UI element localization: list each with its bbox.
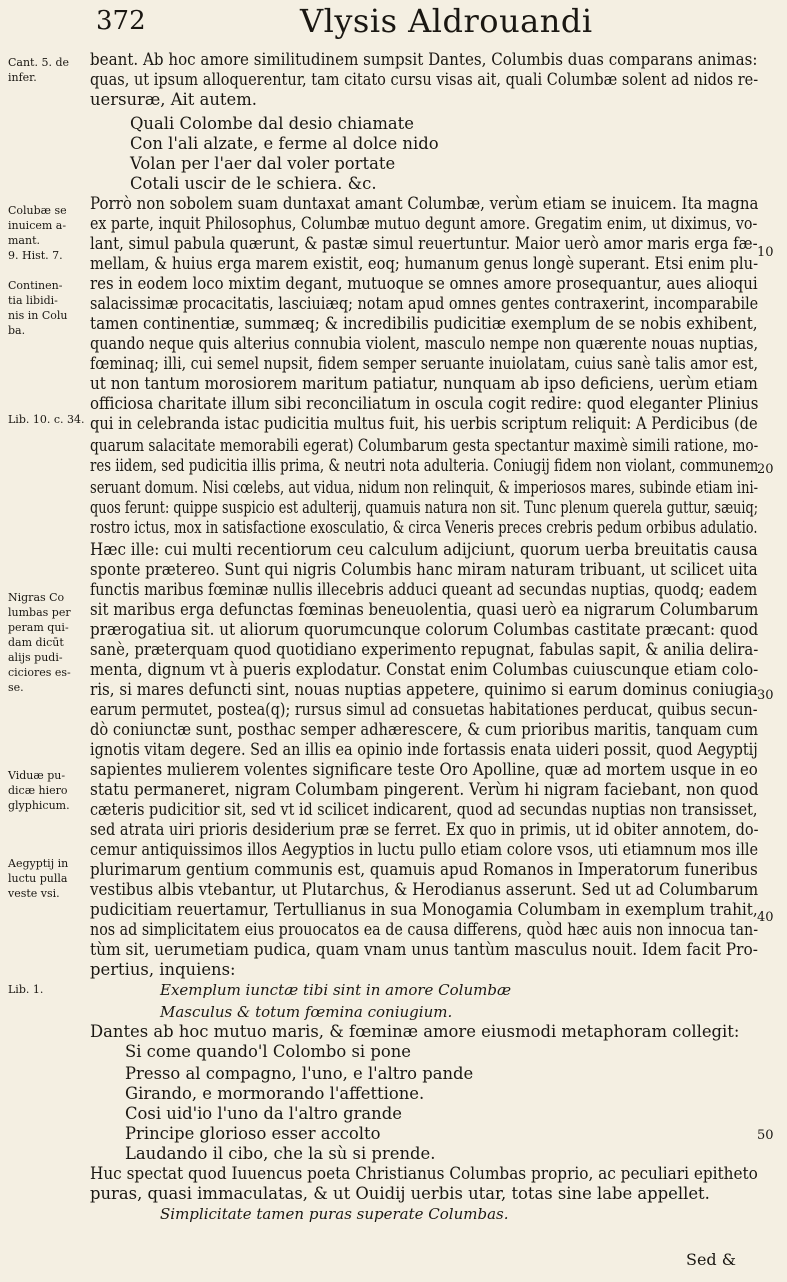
margin-note [8, 55, 86, 85]
text-line: seruant domum. Nisi cœlebs, aut vidua, nidum non relinquit, & imperiosos mares, subinde etiam ini- [90, 478, 759, 497]
margin-note-line: alijs pudi- [8, 651, 63, 664]
running-head: Vlysis Aldrouandi [300, 2, 593, 40]
margin-note [8, 590, 86, 695]
text-line: sed atrata uiri prioris desiderium præ se ferret. Ex quo in primis, ut id obiter annotem, do- [90, 820, 759, 839]
margin-note-line: Aegyptij in [8, 857, 69, 870]
text-line: plurimarum gentium communis est, quamuis apud Romanos in Imperatorum funeribus [90, 860, 758, 879]
text-line: Con l'ali alzate, e ferme al dolce nido [130, 134, 439, 153]
text-line: beant. Ab hoc amore similitudinem sumpsit Dantes, Columbis duas comparans animas: [90, 50, 758, 69]
text-line: cæteris pudicitior sit, sed vt id scilicet indicarent, quod ad secundas nuptias non transisset, [90, 800, 758, 819]
text-line: mellam, & huius erga marem existit, eoq; humanum genus longè superant. Etsi enim plu- [90, 254, 759, 273]
margin-note-line: veste vsi. [8, 887, 60, 900]
line-number: 50 [757, 1128, 774, 1143]
text-line: Exemplum iunctæ tibi sint in amore Columbæ [160, 981, 512, 999]
text-line: pertius, inquiens: [90, 960, 236, 979]
text-line: fœminaq; illi, cui semel nupsit, fidem semper seruante inuiolatam, cuius sanè talis amor est, [90, 354, 758, 373]
text-line: qui in celebranda istac pudicitia multus fuit, his uerbis scriptum reliquit: A Perdicibus (de [90, 414, 758, 433]
text-line: menta, dignum vt à pueris explodatur. Constat enim Columbas cuiuscunque etiam colo- [90, 660, 759, 679]
text-line: quos ferunt: quippe suspicio est adulterij, quamuis natura non sit. Tunc plenum querela guttur, sæuiq; [90, 498, 759, 517]
text-line: Dantes ab hoc mutuo maris, & fœminæ amore eiusmodi metaphoram collegit: [90, 1022, 740, 1041]
text-line: earum permutet, postea(q); rursus simul ad consuetas habitationes perducat, quibus secun- [90, 700, 758, 719]
text-line: Quali Colombe dal desio chiamate [130, 114, 414, 133]
margin-note-line: dicæ hiero [8, 784, 68, 797]
text-line: Volan per l'aer dal voler portate [130, 154, 396, 173]
margin-note-line: lumbas per [8, 606, 71, 619]
text-line: Cosi uid'io l'uno da l'altro grande [125, 1104, 402, 1123]
margin-note [8, 768, 86, 813]
text-line: Cotali uscir de le schiera. &c. [130, 174, 377, 193]
page-number: 372 [96, 6, 146, 36]
text-line: ex parte, inquit Philosophus, Columbæ mutuo degunt amore. Gregatim enim, ut diximus, vo- [90, 214, 758, 233]
text-line: ut non tantum morosiorem maritum patiatur, nunquam ab ipso deficiens, uerùm etiam [90, 374, 758, 393]
text-line: Hæc ille: cui multi recentiorum ceu calculum adijciunt, quorum uerba breuitatis causa [90, 540, 758, 559]
text-line: vestibus albis vtebantur, ut Plutarchus, & Herodianus asserunt. Sed ut ad Columbarum [90, 880, 759, 899]
margin-note-line: tia libidi- [8, 294, 58, 307]
margin-note-line: Nigras Co [8, 591, 65, 604]
text-line: prærogatiua sit. ut aliorum quorumcunque colorum Columbas castitate præcant: quod [90, 620, 759, 639]
text-line: Presso al compagno, l'uno, e l'altro pande [125, 1064, 474, 1083]
text-line: res iidem, sed pudicitia illis prima, & neutri nota adulteria. Coniugij fidem non violant, communem [90, 456, 759, 475]
margin-note-line: luctu pulla [8, 872, 68, 885]
text-line: dò coniunctæ sunt, posthac semper adhærescere, & cum prioribus maritis, tanquam cum [90, 720, 759, 739]
text-line: sit maribus erga defunctas fœminas beneuolentia, quasi uerò ea nigrarum Columbarum [90, 600, 759, 619]
line-number: 40 [757, 910, 774, 925]
text-line: Girando, e mormorando l'affettione. [125, 1084, 425, 1103]
margin-note-line: Lib. 10. c. 34. [8, 413, 85, 426]
text-line: pudicitiam reuertamur, Tertullianus in sua Monogamia Columbam in exemplum trahit, [90, 900, 758, 919]
margin-note-line: Continen- [8, 279, 63, 292]
text-line: quando neque quis alterius connubia violent, masculo nempe non quærente nouas nuptias, [90, 334, 759, 353]
text-line: tamen continentiæ, summæq; & incredibilis pudicitiæ exemplum de se nobis exhibent, [90, 314, 758, 333]
margin-note-line: nis in Colu [8, 309, 68, 322]
margin-note-line: se. [8, 681, 24, 694]
margin-note-line: Cant. 5. de [8, 56, 70, 69]
margin-note-line: ciciores es- [8, 666, 71, 679]
text-line: cemur antiquissimos illos Aegyptios in luctu pullo etiam colore vsos, uti etiamnum mos ille [90, 840, 759, 859]
text-line: Simplicitate tamen puras superate Columbas. [160, 1205, 509, 1223]
text-line: sanè, præterquam quod quotidiano experimento repugnat, fabulas sapit, & anilia delira- [90, 640, 759, 659]
margin-note-line: Viduæ pu- [8, 769, 66, 782]
text-line: salacissimæ procacitatis, lasciuiæq; notam apud omnes gentes contraxerint, incomparabile [90, 294, 759, 313]
margin-note-line: ba. [8, 324, 26, 337]
margin-note-line: dam dicūt [8, 636, 64, 649]
text-line: sapientes mulierem volentes significare teste Oro Apolline, quæ ad mortem usque in eo [90, 760, 758, 779]
line-number: 30 [757, 688, 774, 703]
margin-note [8, 412, 86, 427]
text-line: Porrò non sobolem suam duntaxat amant Columbæ, verùm etiam se inuicem. Ita magna [90, 194, 759, 213]
text-line: sponte prætereo. Sunt qui nigris Columbis hanc miram naturam tribuant, ut scilicet uita [90, 560, 758, 579]
text-line: nos ad simplicitatem eius prouocatos ea de causa differens, quòd hæc auis non innocua tan- [90, 920, 759, 939]
text-line: tùm sit, uerumetiam pudica, quam vnam unus tantùm masculus nouit. Idem facit Pro- [90, 940, 758, 959]
text-line: ignotis vitam degere. Sed an illis ea opinio inde fortassis enata uideri possit, quod Aegyptij [90, 740, 758, 759]
text-line: functis maribus fœminæ nullis illecebris adduci queant ad secundas nuptias, quodq; eadem [90, 580, 758, 599]
margin-note-line: glyphicum. [8, 799, 70, 812]
margin-note-line: inuicem a- [8, 219, 67, 232]
text-line: uersuræ, Ait autem. [90, 90, 257, 109]
margin-note-line: peram qui- [8, 621, 69, 634]
line-number: 20 [757, 462, 774, 477]
margin-note-line: Lib. 1. [8, 983, 44, 996]
margin-note-line: infer. [8, 71, 37, 84]
margin-note-line: mant. [8, 234, 40, 247]
line-number: 10 [757, 245, 774, 260]
text-line: quas, ut ipsum alloquerentur, tam citato cursu visas ait, quali Columbæ solent ad nidos re- [90, 70, 759, 89]
text-line: quarum salacitate memorabili egerat) Columbarum gesta spectantur maximè simili ratione, mo- [90, 436, 759, 455]
text-line: ris, si mares defuncti sint, nouas nuptias appetere, quinimo si earum dominus coniugia [90, 680, 758, 699]
margin-note [8, 278, 86, 338]
text-line: rostro ictus, mox in satisfactione exosculatio, & circa Veneris preces crebris pedum orbibus adulatio. [90, 518, 758, 537]
catchword: Sed & [686, 1250, 736, 1269]
margin-note-line: Colubæ se [8, 204, 67, 217]
margin-note [8, 203, 86, 263]
text-line: lant, simul pabula quærunt, & pastæ simul reuertuntur. Maior uerò amor maris erga fæ- [90, 234, 758, 253]
text-line: res in eodem loco mixtim degant, mutuoque se omnes amore prosequantur, aues alioqui [90, 274, 758, 293]
text-line: Si come quando'l Colombo si pone [125, 1042, 411, 1061]
text-line: Laudando il cibo, che la sù si prende. [125, 1144, 436, 1163]
text-line: Masculus & totum fœmina coniugium. [160, 1003, 453, 1021]
text-line: officiosa charitate illum sibi reconciliatum in oscula cogit redire: quod eleganter Plinius [90, 394, 759, 413]
text-line: puras, quasi immaculatas, & ut Ouidij uerbis utar, totas sine labe appellet. [90, 1184, 710, 1203]
margin-note-line: 9. Hist. 7. [8, 249, 63, 262]
text-line: Huc spectat quod Iuuencus poeta Christianus Columbas proprio, ac peculiari epitheto [90, 1164, 758, 1183]
margin-note [8, 856, 86, 901]
text-line: Principe glorioso esser accolto [125, 1124, 381, 1143]
text-line: statu permaneret, nigram Columbam pingerent. Verùm hi nigram faciebant, non quod [90, 780, 759, 799]
margin-note [8, 982, 86, 997]
